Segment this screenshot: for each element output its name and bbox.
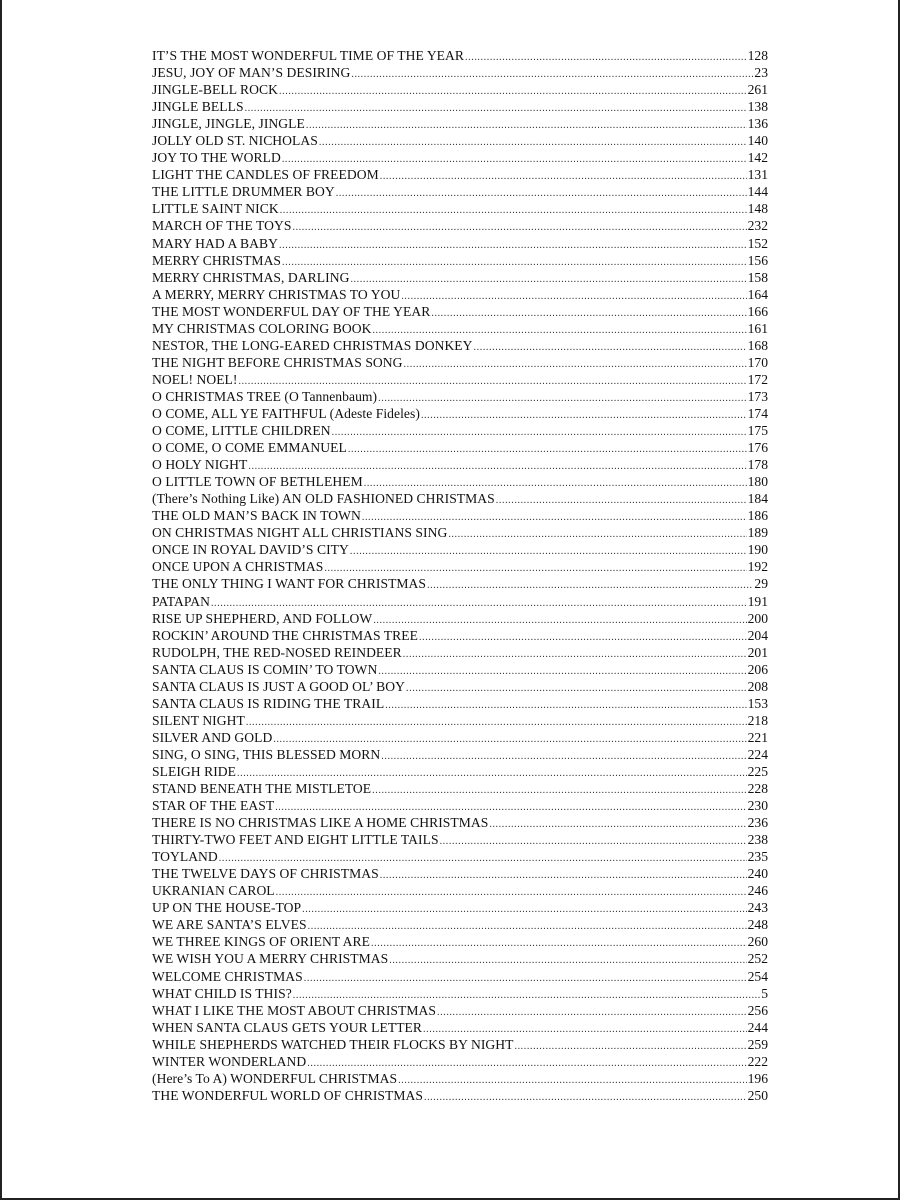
dot-leader xyxy=(378,390,746,407)
toc-entry-title: JINGLE, JINGLE, JINGLE xyxy=(152,116,305,132)
toc-entry xyxy=(152,320,768,337)
toc-entry xyxy=(152,541,768,558)
toc-entry-page-number: 138 xyxy=(747,99,768,115)
toc-entry-title: WELCOME CHRISTMAS xyxy=(152,968,303,984)
toc-entry-title: NESTOR, THE LONG-EARED CHRISTMAS DONKEY xyxy=(152,337,473,353)
toc-entry xyxy=(152,985,768,1002)
dot-leader xyxy=(372,782,746,799)
toc-entry-page-number: 192 xyxy=(747,559,768,575)
toc-entry-title: (There’s Nothing Like) AN OLD FASHIONED CHRISTMAS xyxy=(152,491,495,507)
toc-entry-title: WHILE SHEPHERDS WATCHED THEIR FLOCKS BY NIGHT xyxy=(152,1036,514,1052)
toc-entry-title: LITTLE SAINT NICK xyxy=(152,201,279,217)
toc-entry xyxy=(152,1002,768,1019)
toc-entry-title: UP ON THE HOUSE-TOP xyxy=(152,900,302,916)
toc-entry-title: WE WISH YOU A MERRY CHRISTMAS xyxy=(152,951,389,967)
toc-entry xyxy=(152,1070,768,1087)
toc-entry-page-number: 153 xyxy=(747,695,768,711)
dot-leader xyxy=(378,663,746,680)
toc-entry-title: MERRY CHRISTMAS, DARLING xyxy=(152,269,350,285)
dot-leader xyxy=(282,254,747,271)
toc-entry-page-number: 158 xyxy=(747,269,768,285)
toc-entry-page-number: 190 xyxy=(747,542,768,558)
toc-entry xyxy=(152,388,768,405)
dot-leader xyxy=(437,1004,747,1021)
toc-entry-title: UKRANIAN CAROL xyxy=(152,883,275,899)
toc-entry-page-number: 164 xyxy=(747,286,768,302)
toc-entry-page-number: 173 xyxy=(747,388,768,404)
toc-entry-title: PATAPAN xyxy=(152,593,210,609)
toc-entry-page-number: 250 xyxy=(747,1087,768,1103)
toc-entry xyxy=(152,1053,768,1070)
toc-entry-title: WHAT I LIKE THE MOST ABOUT CHRISTMAS xyxy=(152,1002,437,1018)
toc-entry-page-number: 152 xyxy=(747,235,768,251)
toc-entry xyxy=(152,746,768,763)
toc-entry-page-number: 29 xyxy=(754,576,768,592)
toc-entry-title: SILENT NIGHT xyxy=(152,712,245,728)
toc-entry-title: O CHRISTMAS TREE (O Tannenbaum) xyxy=(152,388,378,404)
toc-entry xyxy=(152,797,768,814)
toc-entry-title: O LITTLE TOWN OF BETHLEHEM xyxy=(152,474,363,490)
dot-leader xyxy=(465,49,747,66)
toc-entry xyxy=(152,64,768,81)
dot-leader xyxy=(351,66,753,83)
dot-leader xyxy=(427,577,753,594)
toc-entry xyxy=(152,678,768,695)
toc-entry-title: MARY HAD A BABY xyxy=(152,235,279,251)
dot-leader xyxy=(448,526,746,543)
toc-entry xyxy=(152,644,768,661)
toc-entry xyxy=(152,627,768,644)
dot-leader xyxy=(319,134,747,151)
toc-entry-page-number: 5 xyxy=(761,985,768,1001)
dot-leader xyxy=(280,202,747,219)
toc-entry xyxy=(152,780,768,797)
toc-entry xyxy=(152,490,768,507)
toc-entry xyxy=(152,354,768,371)
toc-entry xyxy=(152,286,768,303)
toc-entry-title: MARCH OF THE TOYS xyxy=(152,218,292,234)
toc-entry-page-number: 144 xyxy=(747,184,768,200)
toc-entry xyxy=(152,98,768,115)
dot-leader xyxy=(246,714,747,731)
toc-entry-title: MY CHRISTMAS COLORING BOOK xyxy=(152,320,372,336)
toc-entry xyxy=(152,371,768,388)
toc-entry-page-number: 196 xyxy=(747,1070,768,1086)
toc-entry xyxy=(152,558,768,575)
dot-leader xyxy=(279,83,747,100)
toc-entry-title: STAR OF THE EAST xyxy=(152,798,275,814)
toc-entry-page-number: 204 xyxy=(747,627,768,643)
toc-entry-page-number: 248 xyxy=(747,917,768,933)
dot-leader xyxy=(306,117,747,134)
toc-entry-title: ONCE IN ROYAL DAVID’S CITY xyxy=(152,542,349,558)
toc-entry xyxy=(152,456,768,473)
toc-entry-title: JOLLY OLD ST. NICHOLAS xyxy=(152,133,318,149)
toc-entry-page-number: 176 xyxy=(747,440,768,456)
toc-entry xyxy=(152,473,768,490)
dot-leader xyxy=(371,935,747,952)
toc-entry-title: IT’S THE MOST WONDERFUL TIME OF THE YEAR xyxy=(152,48,465,63)
dot-leader xyxy=(489,816,746,833)
toc-entry-title: O HOLY NIGHT xyxy=(152,457,248,473)
toc-entry-page-number: 172 xyxy=(747,371,768,387)
toc-entry-title: SANTA CLAUS IS JUST A GOOD OL’ BOY xyxy=(152,678,406,694)
toc-entry-page-number: 225 xyxy=(747,763,768,779)
toc-entry-title: THE LITTLE DRUMMER BOY xyxy=(152,184,335,200)
toc-entry-page-number: 128 xyxy=(747,48,768,63)
toc-entry-title: WHEN SANTA CLAUS GETS YOUR LETTER xyxy=(152,1019,423,1035)
toc-entry-title: ROCKIN’ AROUND THE CHRISTMAS TREE xyxy=(152,627,418,643)
toc-entry-page-number: 140 xyxy=(747,133,768,149)
toc-entry-title: O COME, O COME EMMANUEL xyxy=(152,440,347,456)
toc-entry-page-number: 178 xyxy=(747,457,768,473)
toc-entry-page-number: 184 xyxy=(747,491,768,507)
toc-entry-title: ONCE UPON A CHRISTMAS xyxy=(152,559,324,575)
toc-entry-page-number: 208 xyxy=(747,678,768,694)
toc-entry-title: RUDOLPH, THE RED-NOSED REINDEER xyxy=(152,644,402,660)
toc-entry-page-number: 230 xyxy=(747,798,768,814)
toc-entry xyxy=(152,217,768,234)
dot-leader xyxy=(403,646,747,663)
toc-entry xyxy=(152,1019,768,1036)
dot-leader xyxy=(406,680,747,697)
toc-entry-page-number: 161 xyxy=(747,320,768,336)
toc-entry xyxy=(152,422,768,439)
toc-entry xyxy=(152,200,768,217)
toc-entry xyxy=(152,950,768,967)
toc-entry-page-number: 246 xyxy=(747,883,768,899)
toc-entry xyxy=(152,661,768,678)
dot-leader xyxy=(404,356,747,373)
toc-entry-title: THE MOST WONDERFUL DAY OF THE YEAR xyxy=(152,303,431,319)
dot-leader xyxy=(474,339,747,356)
toc-entry-page-number: 200 xyxy=(747,610,768,626)
toc-entry-page-number: 201 xyxy=(747,644,768,660)
dot-leader xyxy=(419,629,747,646)
toc-entry xyxy=(152,899,768,916)
toc-entry xyxy=(152,149,768,166)
toc-entry xyxy=(152,47,768,64)
dot-leader xyxy=(424,1089,747,1106)
dot-leader xyxy=(350,271,746,288)
dot-leader xyxy=(350,543,747,560)
toc-entry-title: JOY TO THE WORLD xyxy=(152,150,281,166)
toc-entry xyxy=(152,235,768,252)
dot-leader xyxy=(440,833,747,850)
toc-entry-title: NOEL! NOEL! xyxy=(152,371,238,387)
dot-leader xyxy=(431,305,746,322)
toc-entry-page-number: 189 xyxy=(747,525,768,541)
toc-entry xyxy=(152,303,768,320)
dot-leader xyxy=(398,1072,746,1089)
toc-entry xyxy=(152,933,768,950)
dot-leader xyxy=(421,407,747,424)
toc-entry-page-number: 191 xyxy=(747,593,768,609)
dot-leader xyxy=(292,219,746,236)
toc-entry-title: THE NIGHT BEFORE CHRISTMAS SONG xyxy=(152,354,403,370)
toc-entry-title: JESU, JOY OF MAN’S DESIRING xyxy=(152,65,351,81)
toc-entry-title: SILVER AND GOLD xyxy=(152,729,273,745)
toc-entry-page-number: 235 xyxy=(747,849,768,865)
toc-entry-page-number: 131 xyxy=(747,167,768,183)
dot-leader xyxy=(401,288,746,305)
toc-entry xyxy=(152,115,768,132)
toc-entry xyxy=(152,968,768,985)
dot-leader xyxy=(348,441,747,458)
toc-entry xyxy=(152,882,768,899)
toc-entry-title: THE OLD MAN’S BACK IN TOWN xyxy=(152,508,361,524)
toc-entry-page-number: 23 xyxy=(754,65,768,81)
toc-entry xyxy=(152,916,768,933)
toc-entry-page-number: 174 xyxy=(747,405,768,421)
dot-leader xyxy=(380,867,747,884)
toc-entry-page-number: 221 xyxy=(747,729,768,745)
toc-entry-page-number: 175 xyxy=(747,423,768,439)
toc-entry xyxy=(152,405,768,422)
toc-entry-title: MERRY CHRISTMAS xyxy=(152,252,282,268)
toc-entry-page-number: 166 xyxy=(747,303,768,319)
toc-entry-page-number: 238 xyxy=(747,832,768,848)
toc-entry xyxy=(152,593,768,610)
dot-leader xyxy=(389,952,746,969)
toc-entry xyxy=(152,132,768,149)
toc-entry-page-number: 252 xyxy=(747,951,768,967)
toc-entry-page-number: 222 xyxy=(747,1053,768,1069)
toc-entry-title: JINGLE BELLS xyxy=(152,99,244,115)
toc-entry xyxy=(152,252,768,269)
toc-entry-title: SANTA CLAUS IS COMIN’ TO TOWN xyxy=(152,661,378,677)
dot-leader xyxy=(332,424,747,441)
toc-entry-page-number: 142 xyxy=(747,150,768,166)
toc-entry xyxy=(152,729,768,746)
dot-leader xyxy=(373,612,746,629)
toc-entry xyxy=(152,610,768,627)
toc-entry xyxy=(152,166,768,183)
toc-entry-page-number: 136 xyxy=(747,116,768,132)
toc-entry xyxy=(152,831,768,848)
toc-entry xyxy=(152,712,768,729)
toc-entry xyxy=(152,814,768,831)
toc-entry xyxy=(152,575,768,592)
toc-entry xyxy=(152,269,768,286)
toc-entry-page-number: 244 xyxy=(747,1019,768,1035)
dot-leader xyxy=(245,100,747,117)
toc-entry-title: A MERRY, MERRY CHRISTMAS TO YOU xyxy=(152,286,401,302)
toc-entry xyxy=(152,337,768,354)
toc-entry-title: (Here’s To A) WONDERFUL CHRISTMAS xyxy=(152,1070,398,1086)
toc-entry xyxy=(152,439,768,456)
toc-entry-page-number: 254 xyxy=(747,968,768,984)
dot-leader xyxy=(380,168,747,185)
toc-entry xyxy=(152,1036,768,1053)
toc-entry-title: SING, O SING, THIS BLESSED MORN xyxy=(152,746,381,762)
toc-entry-page-number: 156 xyxy=(747,252,768,268)
dot-leader xyxy=(336,185,747,202)
toc-entry-title: WHAT CHILD IS THIS? xyxy=(152,985,292,1001)
toc-entry xyxy=(152,1087,768,1104)
toc-entry-page-number: 186 xyxy=(747,508,768,524)
toc-entry xyxy=(152,865,768,882)
toc-entry-title: RISE UP SHEPHERD, AND FOLLOW xyxy=(152,610,373,626)
toc-entry-title: ON CHRISTMAS NIGHT ALL CHRISTIANS SING xyxy=(152,525,448,541)
toc-entry-page-number: 224 xyxy=(747,746,768,762)
toc-entry-page-number: 261 xyxy=(747,82,768,98)
toc-entry-title: LIGHT THE CANDLES OF FREEDOM xyxy=(152,167,379,183)
dot-leader xyxy=(279,237,747,254)
toc-entry xyxy=(152,507,768,524)
toc-entry-page-number: 256 xyxy=(747,1002,768,1018)
toc-entry-title: THIRTY-TWO FEET AND EIGHT LITTLE TAILS xyxy=(152,832,439,848)
toc-entry-title: WE THREE KINGS OF ORIENT ARE xyxy=(152,934,371,950)
toc-entry-title: O COME, ALL YE FAITHFUL (Adeste Fideles) xyxy=(152,405,420,421)
toc-entry xyxy=(152,81,768,98)
dot-leader xyxy=(304,970,747,987)
dot-leader xyxy=(276,884,747,901)
toc-entry xyxy=(152,763,768,780)
toc-entry-page-number: 243 xyxy=(747,900,768,916)
dot-leader xyxy=(381,748,746,765)
toc-entry-title: WE ARE SANTA’S ELVES xyxy=(152,917,307,933)
toc-entry-title: THE WONDERFUL WORLD OF CHRISTMAS xyxy=(152,1087,423,1103)
toc-entry-title: STAND BENEATH THE MISTLETOE xyxy=(152,781,372,797)
toc-entry-title: THE TWELVE DAYS OF CHRISTMAS xyxy=(152,866,379,882)
toc-entry-page-number: 236 xyxy=(747,815,768,831)
toc-entry-title: SANTA CLAUS IS RIDING THE TRAIL xyxy=(152,695,385,711)
toc-entry-title: THE ONLY THING I WANT FOR CHRISTMAS xyxy=(152,576,427,592)
toc-entry-page-number: 260 xyxy=(747,934,768,950)
toc-entry xyxy=(152,695,768,712)
toc-entry xyxy=(152,183,768,200)
toc-entry-page-number: 168 xyxy=(747,337,768,353)
dot-leader xyxy=(496,492,747,509)
toc-entry-page-number: 218 xyxy=(747,712,768,728)
toc-entry-title: JINGLE-BELL ROCK xyxy=(152,82,279,98)
toc-entry-page-number: 206 xyxy=(747,661,768,677)
dot-leader xyxy=(514,1038,746,1055)
dot-leader xyxy=(302,901,747,918)
toc-entry-page-number: 228 xyxy=(747,781,768,797)
toc-entry-page-number: 180 xyxy=(747,474,768,490)
toc-entry xyxy=(152,848,768,865)
dot-leader xyxy=(308,918,747,935)
dot-leader xyxy=(385,697,746,714)
toc-entry-page-number: 232 xyxy=(747,218,768,234)
toc-entry-title: WINTER WONDERLAND xyxy=(152,1053,307,1069)
toc-entry-title: O COME, LITTLE CHILDREN xyxy=(152,423,331,439)
toc-entry-page-number: 259 xyxy=(747,1036,768,1052)
toc-entry-title: SLEIGH RIDE xyxy=(152,763,236,779)
toc-entry-page-number: 240 xyxy=(747,866,768,882)
toc-entry xyxy=(152,524,768,541)
toc-entry-title: THERE IS NO CHRISTMAS LIKE A HOME CHRISTMAS xyxy=(152,815,489,831)
toc-entry-page-number: 148 xyxy=(747,201,768,217)
toc-entry-page-number: 170 xyxy=(747,354,768,370)
toc-entry-title: TOYLAND xyxy=(152,849,218,865)
table-of-contents xyxy=(152,47,768,1104)
